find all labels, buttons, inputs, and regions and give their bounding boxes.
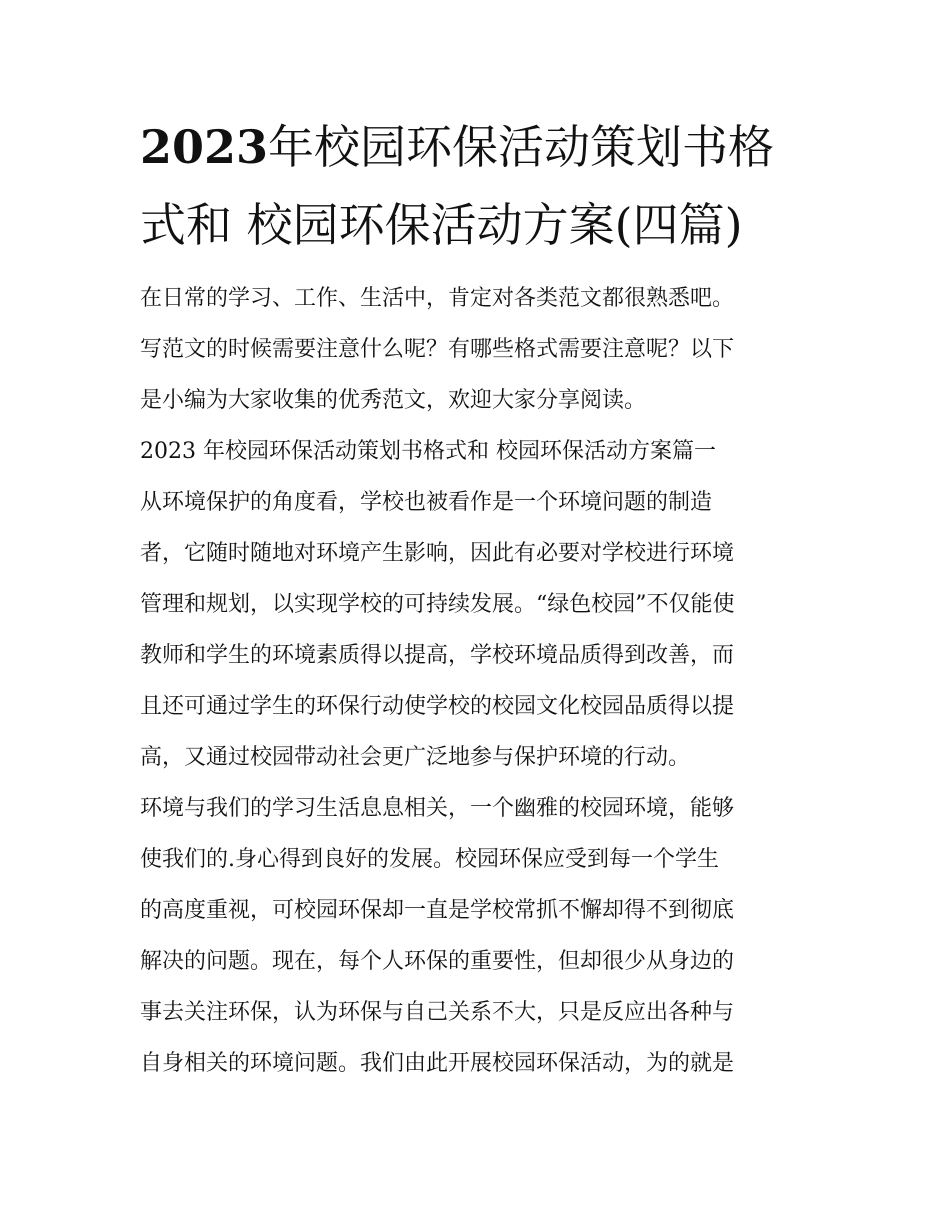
body-line: 从环境保护的角度看，学校也被看作是一个环境问题的制造: [140, 490, 713, 515]
title-text: 式和 校园环保活动方案(四篇): [140, 198, 743, 252]
body-line: 管理和规划，以实现学校的可持续发展。“绿色校园”不仅能使: [140, 592, 735, 617]
title-text: 年校园环保活动策划书格: [268, 120, 775, 174]
body-line: 者，它随时随地对环境产生影响，因此有必要对学校进行环境: [140, 541, 735, 566]
section-heading: 2023 年校园环保活动策划书格式和 校园环保活动方案篇一: [140, 439, 716, 464]
body-line: 写范文的时候需要注意什么呢？有哪些格式需要注意呢？以下: [140, 337, 735, 362]
body-line: 使我们的.身心得到良好的发展。校园环保应受到每一个学生: [140, 847, 719, 872]
body-line: 教师和学生的环境素质得以提高，学校环境品质得到改善，而: [140, 643, 735, 668]
body-line: 在日常的学习、工作、生活中，肯定对各类范文都很熟悉吧。: [140, 286, 735, 311]
document-title-line-2: [140, 199, 820, 251]
body-line: 事去关注环保，认为环保与自己关系不大，只是反应出各种与: [140, 1000, 735, 1025]
body-line: 的高度重视，可校园环保却一直是学校常抓不懈却得不到彻底: [140, 898, 735, 923]
body-line: 高，又通过校园带动社会更广泛地参与保护环境的行动。: [140, 745, 691, 770]
body-line: 解决的问题。现在，每个人环保的重要性，但却很少从身边的: [140, 949, 735, 974]
document-title-line-1: [140, 121, 820, 173]
body-line: 且还可通过学生的环保行动使学校的校园文化校园品质得以提: [140, 694, 735, 719]
title-year: 2023: [140, 120, 269, 174]
body-line: 是小编为大家收集的优秀范文，欢迎大家分享阅读。: [140, 388, 647, 413]
body-line: 自身相关的环境问题。我们由此开展校园环保活动，为的就是: [140, 1051, 735, 1076]
body-line: 环境与我们的学习生活息息相关，一个幽雅的校园环境，能够: [140, 796, 735, 821]
